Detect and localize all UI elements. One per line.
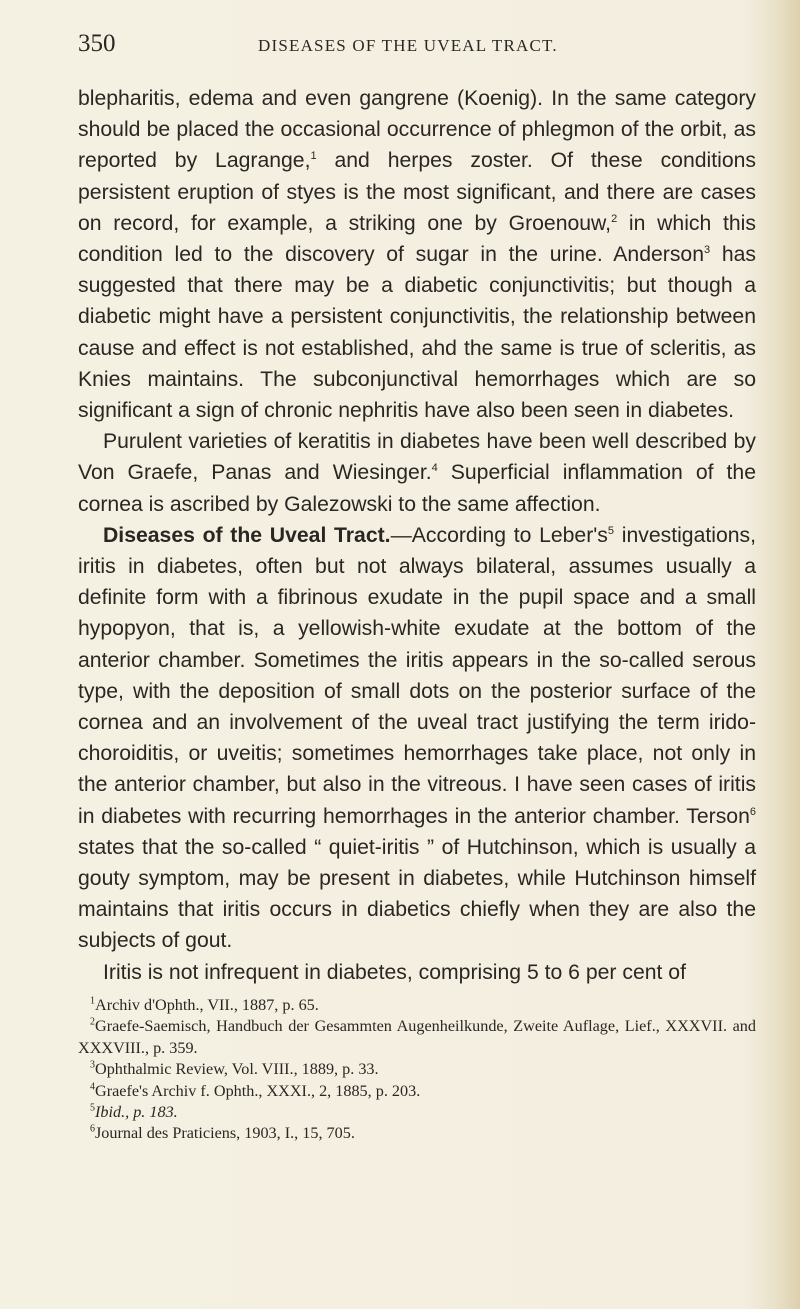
footnote — [78, 1102, 756, 1123]
footnotes — [78, 995, 756, 1145]
footnote-text: Ophthalmic Review, Vol. VIII., 1889, p. 33. — [95, 1060, 379, 1079]
footnote-text: Graefe-Saemisch, Handbuch der Gesammten Augenheilkunde, Zweite Auflage, Lief., XXXVII. and XXXVIII., p. 359. — [78, 1017, 756, 1057]
footnote-ref: 6 — [749, 805, 756, 818]
footnote — [78, 1123, 756, 1144]
paragraph-1 — [78, 83, 756, 426]
body-text — [78, 83, 756, 988]
footnote-text: Journal des Praticiens, 1903, I., 15, 705. — [95, 1124, 355, 1143]
page-number: 350 — [78, 30, 116, 57]
footnote-text: Graefe's Archiv f. Ophth., XXXI., 2, 1885, p. 203. — [95, 1081, 421, 1100]
footnote-text: Archiv d'Ophth., VII., 1887, p. 65. — [95, 996, 319, 1014]
footnote — [78, 1016, 756, 1059]
paragraph-4 — [78, 957, 756, 988]
paragraph-text: Iritis is not infrequent in diabetes, comprising 5 to 6 per cent of — [103, 960, 686, 984]
paragraph-text: Superficial inflammation of the cornea is ascribed by Galezowski to the same affection. — [78, 461, 756, 516]
footnote-ref: 5 — [607, 524, 615, 537]
footnote-ref: 2 — [611, 212, 618, 225]
footnote — [78, 995, 756, 1016]
footnote — [78, 1081, 756, 1102]
footnote-text: Ibid., p. 183. — [95, 1103, 178, 1122]
section-heading: Diseases of the Uveal Tract. — [103, 523, 391, 547]
paragraph-text: and herpes zoster. Of these conditions persistent eruption of styes is the most significant, and there are cases on record, for example, a striking one by Groenouw, — [78, 149, 756, 235]
footnote-marker: 3 — [90, 1059, 95, 1071]
paragraph-2 — [78, 426, 756, 520]
paragraph-text: investigations, iritis in diabetes, often but not always bilateral, assumes usually a definite form with a fibrinous exudate in the pupil space and a small hypopyon, that is, a yellowish-white exudate at the bottom of the anterior chamber. Sometimes the iritis appears in the so-called serous type, with the deposition of small dots on the posterior surface of the cornea and an involvement of the uveal tract justifying the term irido-choroiditis, or uveitis; sometimes hemorrhages take place, not only in the anterior chamber, but also in the vitreous. I have seen cases of iritis in diabetes with recurring hemorrhages in the anterior chamber. Terson — [78, 523, 757, 828]
footnote-marker: 4 — [90, 1081, 95, 1093]
paragraph-3 — [78, 520, 756, 957]
paragraph-text: —According to Leber's — [390, 523, 608, 547]
paragraph-text: blepharitis, edema and even gangrene (Koenig). In the same category should be placed the occasional occurrence of phlegmon of the orbit, as reported by Lagrange, — [78, 87, 756, 173]
footnote-marker: 2 — [90, 1017, 95, 1029]
paragraph-text: Purulent varieties of keratitis in diabetes have been well described by Von Graefe, Panas and Wiesinger. — [78, 430, 756, 485]
running-title: DISEASES OF THE UVEAL TRACT. — [258, 36, 558, 55]
footnote — [78, 1059, 756, 1080]
footnote-ref: 1 — [310, 150, 317, 163]
page-header — [78, 30, 768, 66]
footnote-marker: 6 — [90, 1124, 95, 1136]
footnote-ref: 3 — [703, 243, 711, 256]
footnote-marker: 1 — [90, 995, 95, 1007]
paragraph-text: in which this condition led to the discovery of sugar in the urine. Anderson — [78, 211, 756, 267]
paragraph-text: states that the so-called “ quiet-iritis ” of Hutchinson, which is usually a gouty symptom, may be present in diabetes, while Hutchinson himself maintains that iritis occurs in diabetics chiefly when they are also the subjects of gout. — [78, 835, 756, 953]
footnote-ref: 4 — [431, 462, 438, 475]
footnote-marker: 5 — [90, 1102, 95, 1114]
paragraph-text: has suggested that there may be a diabetic conjunctivitis; but though a diabetic might have a persistent conjunctivitis, the relationship between cause and effect is not established, ahd the same is true of scleritis, as Knies maintains. The subconjunctival hemorrhages which are so significant a sign of chronic nephritis have also been seen in diabetes. — [78, 243, 756, 423]
